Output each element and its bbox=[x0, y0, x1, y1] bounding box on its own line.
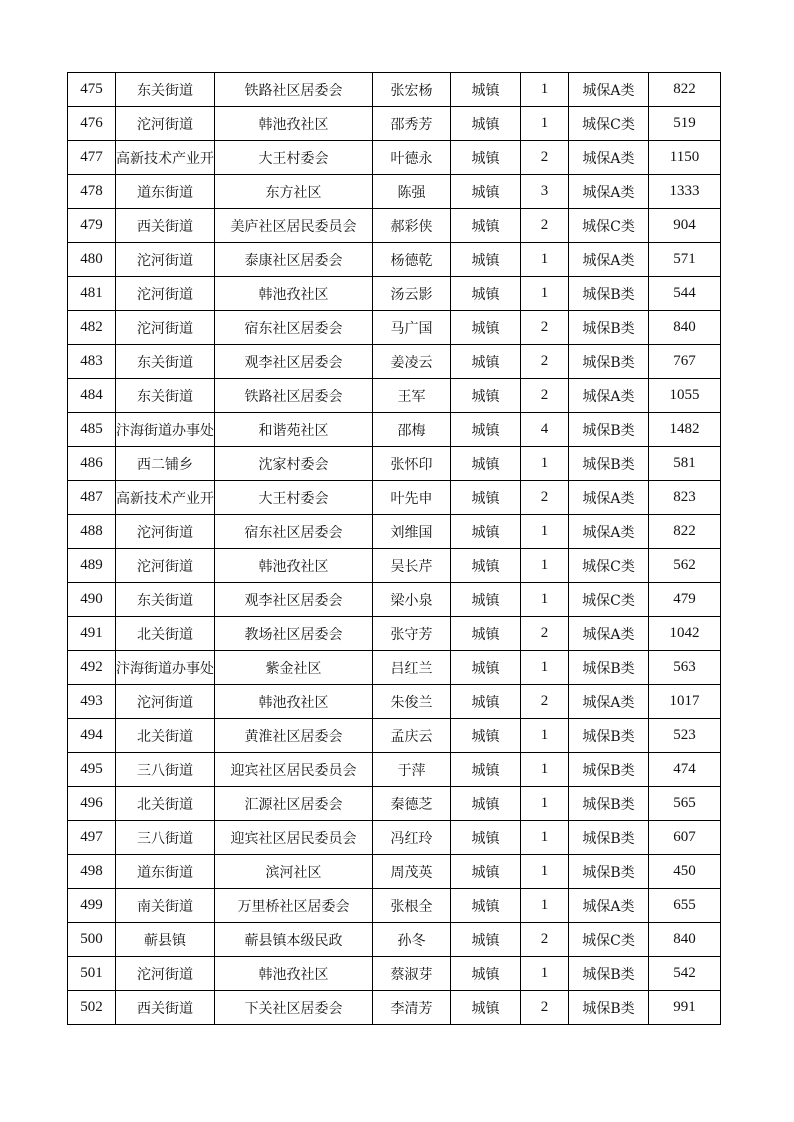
household-count-cell: 1 bbox=[521, 515, 569, 549]
street-text: 东关街道 bbox=[137, 592, 193, 609]
category-cell: 城保A类 bbox=[569, 515, 649, 549]
street-cell bbox=[116, 617, 215, 651]
row-number-cell: 491 bbox=[68, 617, 116, 651]
person-name-cell: 于萍 bbox=[373, 753, 451, 787]
household-count-cell: 2 bbox=[521, 923, 569, 957]
table-row bbox=[68, 175, 721, 209]
community-cell: 铁路社区居委会 bbox=[215, 379, 373, 413]
person-name-cell: 吕红兰 bbox=[373, 651, 451, 685]
row-number-cell: 477 bbox=[68, 141, 116, 175]
category-cell: 城保B类 bbox=[569, 311, 649, 345]
person-name-cell: 梁小泉 bbox=[373, 583, 451, 617]
community-cell: 紫金社区 bbox=[215, 651, 373, 685]
row-number-cell: 488 bbox=[68, 515, 116, 549]
street-cell bbox=[116, 651, 215, 685]
person-name-cell: 陈强 bbox=[373, 175, 451, 209]
amount-cell: 1482 bbox=[649, 413, 721, 447]
household-count-cell: 4 bbox=[521, 413, 569, 447]
table-row bbox=[68, 787, 721, 821]
person-name-cell: 汤云影 bbox=[373, 277, 451, 311]
household-count-cell: 1 bbox=[521, 787, 569, 821]
street-cell bbox=[116, 855, 215, 889]
table-row bbox=[68, 515, 721, 549]
street-cell bbox=[116, 311, 215, 345]
person-name-cell: 孟庆云 bbox=[373, 719, 451, 753]
street-text: 汴海街道办事处 bbox=[116, 422, 214, 439]
data-table bbox=[67, 72, 721, 1025]
community-cell: 迎宾社区居民委员会 bbox=[215, 821, 373, 855]
street-cell bbox=[116, 685, 215, 719]
amount-cell: 840 bbox=[649, 923, 721, 957]
household-count-cell: 1 bbox=[521, 583, 569, 617]
category-cell: 城保A类 bbox=[569, 379, 649, 413]
amount-cell: 563 bbox=[649, 651, 721, 685]
table-row bbox=[68, 651, 721, 685]
street-text: 沱河街道 bbox=[137, 524, 193, 541]
table-row bbox=[68, 821, 721, 855]
community-cell: 美庐社区居民委员会 bbox=[215, 209, 373, 243]
amount-cell: 565 bbox=[649, 787, 721, 821]
street-cell bbox=[116, 141, 215, 175]
category-cell: 城保C类 bbox=[569, 107, 649, 141]
community-cell: 迎宾社区居民委员会 bbox=[215, 753, 373, 787]
amount-cell: 822 bbox=[649, 73, 721, 107]
person-name-cell: 邵梅 bbox=[373, 413, 451, 447]
amount-cell: 823 bbox=[649, 481, 721, 515]
street-cell bbox=[116, 753, 215, 787]
person-name-cell: 张根全 bbox=[373, 889, 451, 923]
residence-type-cell: 城镇 bbox=[451, 889, 521, 923]
amount-cell: 519 bbox=[649, 107, 721, 141]
person-name-cell: 杨德乾 bbox=[373, 243, 451, 277]
street-cell bbox=[116, 243, 215, 277]
row-number-cell: 497 bbox=[68, 821, 116, 855]
table-row bbox=[68, 447, 721, 481]
community-cell: 韩池孜社区 bbox=[215, 549, 373, 583]
household-count-cell: 2 bbox=[521, 311, 569, 345]
household-count-cell: 2 bbox=[521, 345, 569, 379]
table-row bbox=[68, 549, 721, 583]
amount-cell: 571 bbox=[649, 243, 721, 277]
community-cell: 韩池孜社区 bbox=[215, 107, 373, 141]
street-text: 北关街道 bbox=[137, 626, 193, 643]
community-cell: 大王村委会 bbox=[215, 481, 373, 515]
community-cell: 教场社区居委会 bbox=[215, 617, 373, 651]
row-number-cell: 479 bbox=[68, 209, 116, 243]
street-text: 道东街道 bbox=[137, 864, 193, 881]
household-count-cell: 1 bbox=[521, 753, 569, 787]
residence-type-cell: 城镇 bbox=[451, 515, 521, 549]
street-text: 沱河街道 bbox=[137, 966, 193, 983]
street-text: 三八街道 bbox=[137, 762, 193, 779]
table-row bbox=[68, 719, 721, 753]
residence-type-cell: 城镇 bbox=[451, 685, 521, 719]
row-number-cell: 481 bbox=[68, 277, 116, 311]
household-count-cell: 2 bbox=[521, 685, 569, 719]
amount-cell: 544 bbox=[649, 277, 721, 311]
household-count-cell: 2 bbox=[521, 209, 569, 243]
row-number-cell: 493 bbox=[68, 685, 116, 719]
residence-type-cell: 城镇 bbox=[451, 107, 521, 141]
household-count-cell: 2 bbox=[521, 481, 569, 515]
community-cell: 汇源社区居委会 bbox=[215, 787, 373, 821]
row-number-cell: 494 bbox=[68, 719, 116, 753]
residence-type-cell: 城镇 bbox=[451, 855, 521, 889]
table-row bbox=[68, 73, 721, 107]
amount-cell: 767 bbox=[649, 345, 721, 379]
household-count-cell: 1 bbox=[521, 889, 569, 923]
person-name-cell: 朱俊兰 bbox=[373, 685, 451, 719]
row-number-cell: 482 bbox=[68, 311, 116, 345]
amount-cell: 1150 bbox=[649, 141, 721, 175]
category-cell: 城保B类 bbox=[569, 753, 649, 787]
table-row bbox=[68, 923, 721, 957]
community-cell: 韩池孜社区 bbox=[215, 277, 373, 311]
category-cell: 城保A类 bbox=[569, 243, 649, 277]
street-text: 高新技术产业开 bbox=[116, 490, 214, 507]
street-text: 东关街道 bbox=[137, 82, 193, 99]
street-text: 道东街道 bbox=[137, 184, 193, 201]
community-cell: 大王村委会 bbox=[215, 141, 373, 175]
street-text: 西关街道 bbox=[137, 218, 193, 235]
row-number-cell: 501 bbox=[68, 957, 116, 991]
table-row bbox=[68, 583, 721, 617]
community-cell: 蕲县镇本级民政 bbox=[215, 923, 373, 957]
amount-cell: 607 bbox=[649, 821, 721, 855]
street-text: 东关街道 bbox=[137, 388, 193, 405]
street-cell bbox=[116, 447, 215, 481]
residence-type-cell: 城镇 bbox=[451, 719, 521, 753]
amount-cell: 523 bbox=[649, 719, 721, 753]
person-name-cell: 姜凌云 bbox=[373, 345, 451, 379]
category-cell: 城保A类 bbox=[569, 617, 649, 651]
row-number-cell: 476 bbox=[68, 107, 116, 141]
street-cell bbox=[116, 73, 215, 107]
street-text: 沱河街道 bbox=[137, 694, 193, 711]
residence-type-cell: 城镇 bbox=[451, 549, 521, 583]
street-cell bbox=[116, 413, 215, 447]
category-cell: 城保B类 bbox=[569, 447, 649, 481]
amount-cell: 822 bbox=[649, 515, 721, 549]
community-cell: 和谐苑社区 bbox=[215, 413, 373, 447]
street-cell bbox=[116, 991, 215, 1025]
category-cell: 城保B类 bbox=[569, 413, 649, 447]
household-count-cell: 1 bbox=[521, 821, 569, 855]
table-row bbox=[68, 617, 721, 651]
category-cell: 城保B类 bbox=[569, 855, 649, 889]
table-row bbox=[68, 209, 721, 243]
amount-cell: 991 bbox=[649, 991, 721, 1025]
person-name-cell: 叶先申 bbox=[373, 481, 451, 515]
community-cell: 沈家村委会 bbox=[215, 447, 373, 481]
residence-type-cell: 城镇 bbox=[451, 277, 521, 311]
community-cell: 观李社区居委会 bbox=[215, 345, 373, 379]
community-cell: 韩池孜社区 bbox=[215, 957, 373, 991]
community-cell: 下关社区居委会 bbox=[215, 991, 373, 1025]
person-name-cell: 孙冬 bbox=[373, 923, 451, 957]
household-count-cell: 1 bbox=[521, 107, 569, 141]
person-name-cell: 张怀印 bbox=[373, 447, 451, 481]
row-number-cell: 480 bbox=[68, 243, 116, 277]
table-row bbox=[68, 753, 721, 787]
street-text: 沱河街道 bbox=[137, 252, 193, 269]
household-count-cell: 1 bbox=[521, 243, 569, 277]
category-cell: 城保B类 bbox=[569, 787, 649, 821]
street-cell bbox=[116, 549, 215, 583]
row-number-cell: 489 bbox=[68, 549, 116, 583]
street-text: 沱河街道 bbox=[137, 116, 193, 133]
residence-type-cell: 城镇 bbox=[451, 311, 521, 345]
person-name-cell: 王军 bbox=[373, 379, 451, 413]
residence-type-cell: 城镇 bbox=[451, 379, 521, 413]
household-count-cell: 2 bbox=[521, 991, 569, 1025]
category-cell: 城保B类 bbox=[569, 991, 649, 1025]
amount-cell: 562 bbox=[649, 549, 721, 583]
person-name-cell: 秦德芝 bbox=[373, 787, 451, 821]
amount-cell: 904 bbox=[649, 209, 721, 243]
row-number-cell: 490 bbox=[68, 583, 116, 617]
residence-type-cell: 城镇 bbox=[451, 447, 521, 481]
residence-type-cell: 城镇 bbox=[451, 141, 521, 175]
amount-cell: 542 bbox=[649, 957, 721, 991]
amount-cell: 581 bbox=[649, 447, 721, 481]
row-number-cell: 478 bbox=[68, 175, 116, 209]
amount-cell: 479 bbox=[649, 583, 721, 617]
row-number-cell: 487 bbox=[68, 481, 116, 515]
category-cell: 城保C类 bbox=[569, 549, 649, 583]
row-number-cell: 502 bbox=[68, 991, 116, 1025]
category-cell: 城保A类 bbox=[569, 141, 649, 175]
community-cell: 铁路社区居委会 bbox=[215, 73, 373, 107]
household-count-cell: 2 bbox=[521, 379, 569, 413]
residence-type-cell: 城镇 bbox=[451, 481, 521, 515]
household-count-cell: 3 bbox=[521, 175, 569, 209]
row-number-cell: 484 bbox=[68, 379, 116, 413]
category-cell: 城保B类 bbox=[569, 719, 649, 753]
table-row bbox=[68, 345, 721, 379]
amount-cell: 1042 bbox=[649, 617, 721, 651]
amount-cell: 1333 bbox=[649, 175, 721, 209]
street-text: 高新技术产业开 bbox=[116, 150, 214, 167]
person-name-cell: 冯红玲 bbox=[373, 821, 451, 855]
street-text: 西二铺乡 bbox=[137, 456, 193, 473]
street-text: 蕲县镇 bbox=[144, 932, 186, 949]
category-cell: 城保B类 bbox=[569, 957, 649, 991]
household-count-cell: 1 bbox=[521, 277, 569, 311]
row-number-cell: 500 bbox=[68, 923, 116, 957]
community-cell: 滨河社区 bbox=[215, 855, 373, 889]
table-body bbox=[68, 73, 721, 1025]
amount-cell: 1055 bbox=[649, 379, 721, 413]
person-name-cell: 刘维国 bbox=[373, 515, 451, 549]
street-cell bbox=[116, 719, 215, 753]
category-cell: 城保A类 bbox=[569, 175, 649, 209]
category-cell: 城保A类 bbox=[569, 481, 649, 515]
row-number-cell: 486 bbox=[68, 447, 116, 481]
residence-type-cell: 城镇 bbox=[451, 821, 521, 855]
residence-type-cell: 城镇 bbox=[451, 753, 521, 787]
row-number-cell: 475 bbox=[68, 73, 116, 107]
person-name-cell: 李清芳 bbox=[373, 991, 451, 1025]
category-cell: 城保B类 bbox=[569, 821, 649, 855]
category-cell: 城保A类 bbox=[569, 889, 649, 923]
household-count-cell: 1 bbox=[521, 855, 569, 889]
household-count-cell: 1 bbox=[521, 73, 569, 107]
residence-type-cell: 城镇 bbox=[451, 243, 521, 277]
community-cell: 泰康社区居委会 bbox=[215, 243, 373, 277]
category-cell: 城保B类 bbox=[569, 651, 649, 685]
household-count-cell: 1 bbox=[521, 957, 569, 991]
person-name-cell: 马广国 bbox=[373, 311, 451, 345]
street-text: 北关街道 bbox=[137, 796, 193, 813]
street-cell bbox=[116, 277, 215, 311]
category-cell: 城保C类 bbox=[569, 583, 649, 617]
street-cell bbox=[116, 107, 215, 141]
community-cell: 观李社区居委会 bbox=[215, 583, 373, 617]
amount-cell: 655 bbox=[649, 889, 721, 923]
street-cell bbox=[116, 515, 215, 549]
household-count-cell: 1 bbox=[521, 651, 569, 685]
row-number-cell: 496 bbox=[68, 787, 116, 821]
household-count-cell: 1 bbox=[521, 447, 569, 481]
residence-type-cell: 城镇 bbox=[451, 413, 521, 447]
table-row bbox=[68, 243, 721, 277]
category-cell: 城保B类 bbox=[569, 345, 649, 379]
table-row bbox=[68, 277, 721, 311]
community-cell: 宿东社区居委会 bbox=[215, 311, 373, 345]
community-cell: 宿东社区居委会 bbox=[215, 515, 373, 549]
residence-type-cell: 城镇 bbox=[451, 957, 521, 991]
person-name-cell: 叶德永 bbox=[373, 141, 451, 175]
person-name-cell: 郝彩侠 bbox=[373, 209, 451, 243]
table-row bbox=[68, 855, 721, 889]
category-cell: 城保C类 bbox=[569, 923, 649, 957]
table-row bbox=[68, 107, 721, 141]
residence-type-cell: 城镇 bbox=[451, 991, 521, 1025]
residence-type-cell: 城镇 bbox=[451, 617, 521, 651]
street-text: 东关街道 bbox=[137, 354, 193, 371]
amount-cell: 840 bbox=[649, 311, 721, 345]
table-row bbox=[68, 141, 721, 175]
person-name-cell: 吴长芹 bbox=[373, 549, 451, 583]
table-row bbox=[68, 685, 721, 719]
row-number-cell: 483 bbox=[68, 345, 116, 379]
residence-type-cell: 城镇 bbox=[451, 923, 521, 957]
category-cell: 城保A类 bbox=[569, 685, 649, 719]
household-count-cell: 1 bbox=[521, 549, 569, 583]
community-cell: 万里桥社区居委会 bbox=[215, 889, 373, 923]
street-cell bbox=[116, 209, 215, 243]
row-number-cell: 498 bbox=[68, 855, 116, 889]
street-cell bbox=[116, 379, 215, 413]
residence-type-cell: 城镇 bbox=[451, 73, 521, 107]
street-cell bbox=[116, 821, 215, 855]
category-cell: 城保C类 bbox=[569, 209, 649, 243]
amount-cell: 450 bbox=[649, 855, 721, 889]
amount-cell: 474 bbox=[649, 753, 721, 787]
row-number-cell: 485 bbox=[68, 413, 116, 447]
street-text: 汴海街道办事处 bbox=[116, 660, 214, 677]
table-row bbox=[68, 889, 721, 923]
residence-type-cell: 城镇 bbox=[451, 651, 521, 685]
street-text: 沱河街道 bbox=[137, 558, 193, 575]
table-row bbox=[68, 481, 721, 515]
household-count-cell: 2 bbox=[521, 141, 569, 175]
row-number-cell: 495 bbox=[68, 753, 116, 787]
household-count-cell: 1 bbox=[521, 719, 569, 753]
table-row bbox=[68, 379, 721, 413]
street-cell bbox=[116, 583, 215, 617]
residence-type-cell: 城镇 bbox=[451, 209, 521, 243]
row-number-cell: 492 bbox=[68, 651, 116, 685]
person-name-cell: 蔡淑芽 bbox=[373, 957, 451, 991]
street-text: 西关街道 bbox=[137, 1000, 193, 1017]
community-cell: 黄淮社区居委会 bbox=[215, 719, 373, 753]
street-cell bbox=[116, 957, 215, 991]
street-text: 北关街道 bbox=[137, 728, 193, 745]
street-cell bbox=[116, 345, 215, 379]
street-text: 三八街道 bbox=[137, 830, 193, 847]
community-cell: 韩池孜社区 bbox=[215, 685, 373, 719]
residence-type-cell: 城镇 bbox=[451, 345, 521, 379]
category-cell: 城保A类 bbox=[569, 73, 649, 107]
street-text: 南关街道 bbox=[137, 898, 193, 915]
residence-type-cell: 城镇 bbox=[451, 787, 521, 821]
amount-cell: 1017 bbox=[649, 685, 721, 719]
category-cell: 城保B类 bbox=[569, 277, 649, 311]
street-text: 沱河街道 bbox=[137, 286, 193, 303]
street-text: 沱河街道 bbox=[137, 320, 193, 337]
household-count-cell: 2 bbox=[521, 617, 569, 651]
street-cell bbox=[116, 175, 215, 209]
table-row bbox=[68, 413, 721, 447]
row-number-cell: 499 bbox=[68, 889, 116, 923]
street-cell bbox=[116, 923, 215, 957]
person-name-cell: 张宏杨 bbox=[373, 73, 451, 107]
person-name-cell: 邵秀芳 bbox=[373, 107, 451, 141]
table-row bbox=[68, 991, 721, 1025]
street-cell bbox=[116, 787, 215, 821]
residence-type-cell: 城镇 bbox=[451, 583, 521, 617]
table-row bbox=[68, 311, 721, 345]
table-row bbox=[68, 957, 721, 991]
residence-type-cell: 城镇 bbox=[451, 175, 521, 209]
person-name-cell: 张守芳 bbox=[373, 617, 451, 651]
community-cell: 东方社区 bbox=[215, 175, 373, 209]
street-cell bbox=[116, 889, 215, 923]
person-name-cell: 周茂英 bbox=[373, 855, 451, 889]
street-cell bbox=[116, 481, 215, 515]
